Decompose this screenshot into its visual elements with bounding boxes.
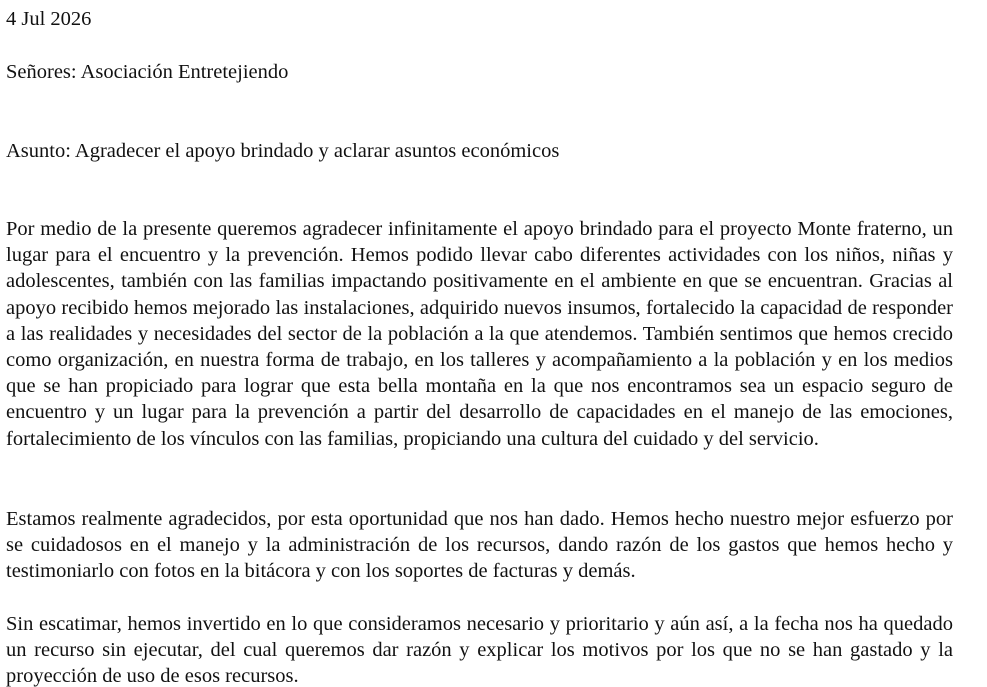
letter-subject: Asunto: Agradecer el apoyo brindado y aclarar asuntos económicos	[6, 140, 560, 162]
letter-date: 4 Jul 2026	[6, 8, 92, 30]
letter-paragraph: Estamos realmente agradecidos, por esta oportunidad que nos han dado. Hemos hecho nuestro mejor esfuerzo por se cuidadosos en el manejo y la administración de los recursos, dando razón de los gastos que hemos hecho y testimoniarlo con fotos en la bitácora y con los soportes de facturas y demás.	[6, 508, 953, 583]
letter-paragraph: Sin escatimar, hemos invertido en lo que consideramos necesario y prioritario y aún así, a la fecha nos ha quedado un recurso sin ejecutar, del cual queremos dar razón y explicar los motivos por los que no se han gastado y la proyección de uso de esos recursos.	[6, 613, 953, 687]
letter-recipient: Señores: Asociación Entretejiendo	[6, 61, 289, 83]
letter-paragraph: Por medio de la presente queremos agradecer infinitamente el apoyo brindado para el proyecto Monte fraterno, un lugar para el encuentro y la prevención. Hemos podido llevar cabo diferentes actividades con los niños, niñas y adolescentes, también con las familias impactando positivamente en el ambiente en que se encuentran. Gracias al apoyo recibido hemos mejorado las instalaciones, adquirido nuevos insumos, fortalecido la capacidad de responder a las realidades y necesidades del sector de la población a la que atendemos. También sentimos que hemos crecido como organización, en nuestra forma de trabajo, en los talleres y acompañamiento a la población y en los medios que se han propiciado para lograr que esta bella montaña en la que nos encontramos sea un espacio seguro de encuentro y un lugar para la prevención a partir del desarrollo de capacidades en el manejo de las emociones, fortalecimiento de los vínculos con las familias, propiciando una cultura del cuidado y del servicio.	[6, 218, 953, 450]
